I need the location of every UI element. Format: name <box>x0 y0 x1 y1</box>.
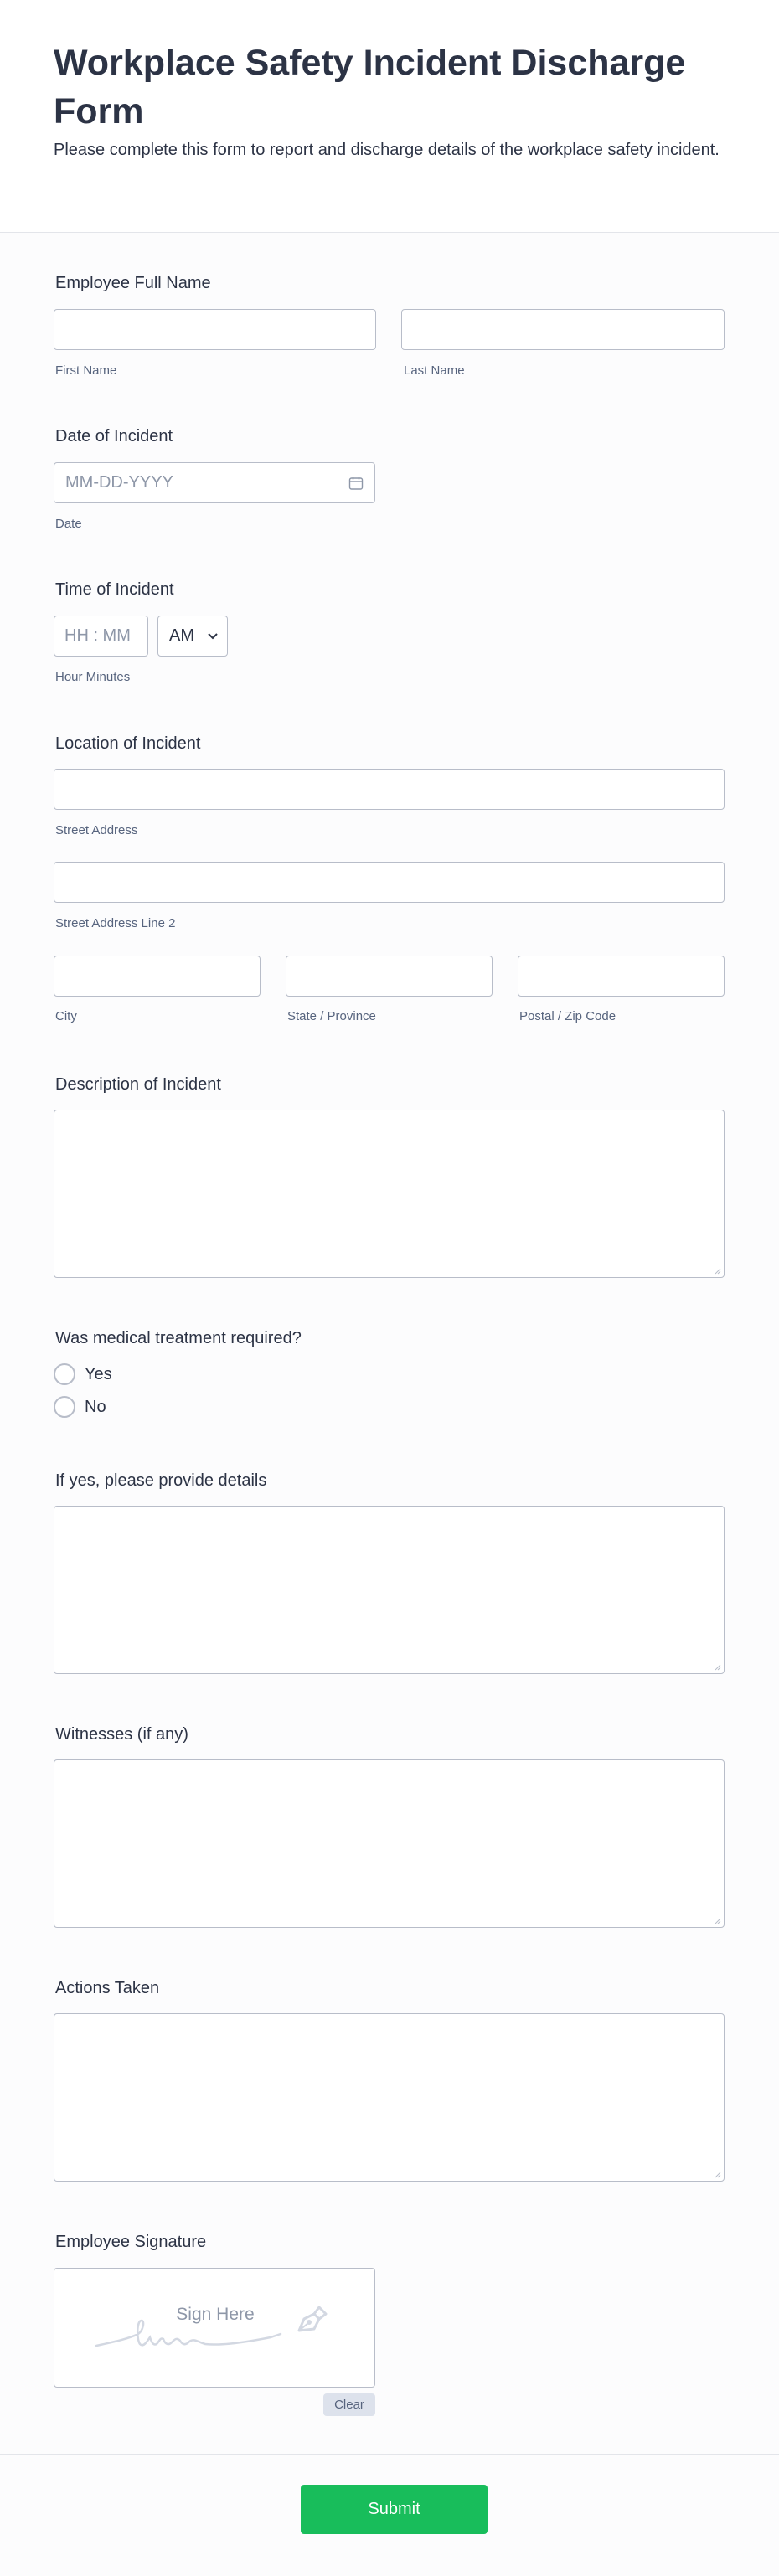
first-name-sublabel: First Name <box>55 363 117 378</box>
location-label: Location of Incident <box>55 734 201 753</box>
last-name-sublabel: Last Name <box>404 363 465 378</box>
radio-no-label[interactable]: No <box>85 1398 106 1416</box>
ampm-value: AM <box>169 626 194 645</box>
description-label: Description of Incident <box>55 1075 221 1094</box>
street-address-line2-sublabel: Street Address Line 2 <box>55 916 176 930</box>
time-label: Time of Incident <box>55 580 174 599</box>
zip-input[interactable] <box>518 956 725 997</box>
form-title: Workplace Safety Incident Discharge Form <box>54 43 686 131</box>
resize-grip-icon[interactable] <box>713 1662 721 1671</box>
first-name-input[interactable] <box>54 309 376 350</box>
street-address-line2-input[interactable] <box>54 862 725 903</box>
medical-label: Was medical treatment required? <box>55 1329 302 1347</box>
submit-button[interactable]: Submit <box>301 2485 488 2534</box>
form-subtitle: Please complete this form to report and discharge details of the workplace safety incident. <box>54 141 720 159</box>
last-name-input[interactable] <box>401 309 725 350</box>
zip-sublabel: Postal / Zip Code <box>519 1009 616 1023</box>
time-placeholder: HH : MM <box>64 626 131 645</box>
date-sublabel: Date <box>55 517 82 531</box>
time-sublabel: Hour Minutes <box>55 670 131 684</box>
time-input[interactable] <box>54 616 148 657</box>
actions-textarea[interactable] <box>54 2013 725 2182</box>
details-label: If yes, please provide details <box>55 1471 267 1490</box>
resize-grip-icon[interactable] <box>713 1266 721 1275</box>
employee-name-label: Employee Full Name <box>55 274 211 292</box>
details-textarea[interactable] <box>54 1506 725 1674</box>
city-sublabel: City <box>55 1009 77 1023</box>
radio-yes[interactable] <box>54 1363 75 1385</box>
witnesses-textarea[interactable] <box>54 1759 725 1928</box>
state-sublabel: State / Province <box>287 1009 376 1023</box>
signature-label: Employee Signature <box>55 2233 207 2251</box>
ampm-select[interactable] <box>157 616 228 657</box>
state-input[interactable] <box>286 956 493 997</box>
signature-pad[interactable] <box>54 2268 375 2388</box>
street-address-input[interactable] <box>54 769 725 810</box>
date-input[interactable] <box>54 462 375 503</box>
radio-yes-label[interactable]: Yes <box>85 1365 112 1383</box>
resize-grip-icon[interactable] <box>713 2170 721 2178</box>
street-address-sublabel: Street Address <box>55 823 138 837</box>
resize-grip-icon[interactable] <box>713 1916 721 1924</box>
chevron-down-icon <box>207 632 219 641</box>
actions-label: Actions Taken <box>55 1979 160 1997</box>
date-placeholder: MM-DD-YYYY <box>65 473 173 492</box>
radio-no[interactable] <box>54 1396 75 1418</box>
description-textarea[interactable] <box>54 1110 725 1278</box>
signature-placeholder: Sign Here <box>176 2305 255 2324</box>
pen-nib-icon <box>292 2302 329 2336</box>
witnesses-label: Witnesses (if any) <box>55 1725 188 1744</box>
city-input[interactable] <box>54 956 261 997</box>
calendar-icon[interactable] <box>348 476 364 491</box>
clear-signature-button[interactable]: Clear <box>323 2393 375 2416</box>
form-header <box>0 0 779 233</box>
date-label: Date of Incident <box>55 427 173 446</box>
